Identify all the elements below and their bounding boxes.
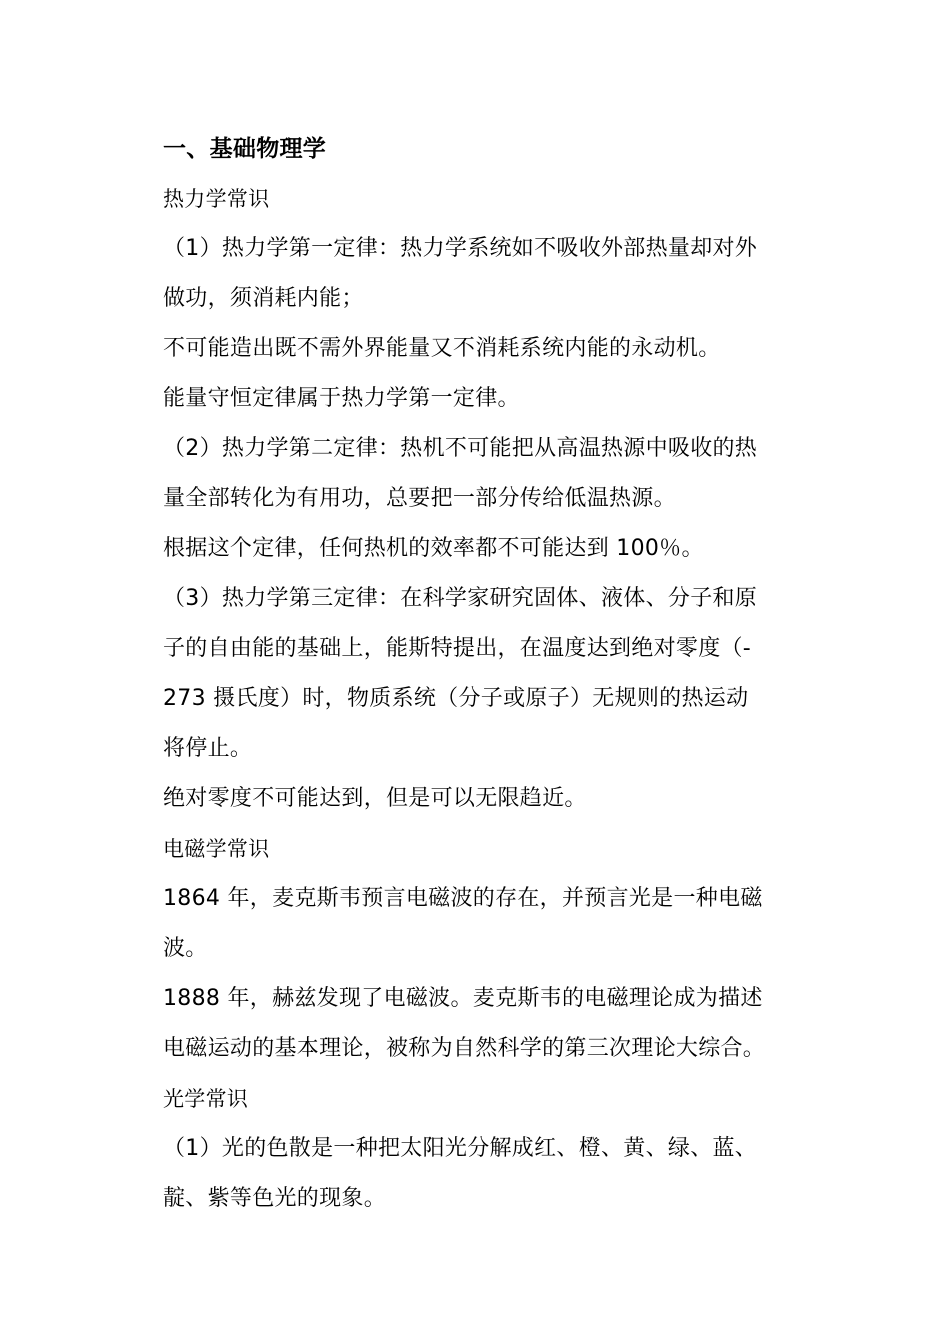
paragraph-line: 1864 年，麦克斯韦预言电磁波的存在，并预言光是一种电磁 [163, 886, 763, 911]
paragraph-line: 做功，须消耗内能； [163, 286, 364, 311]
paragraph-line: 1888 年，赫兹发现了电磁波。麦克斯韦的电磁理论成为描述 [163, 986, 763, 1011]
paragraph-line: 绝对零度不可能达到，但是可以无限趋近。 [163, 786, 587, 811]
paragraph-line: 量全部转化为有用功，总要把一部分传给低温热源。 [163, 486, 676, 511]
paragraph-line: 能量守恒定律属于热力学第一定律。 [163, 386, 520, 411]
paragraph-line: 子的自由能的基础上，能斯特提出，在温度达到绝对零度（- [163, 636, 752, 661]
section-heading-electromagnetism: 电磁学常识 [163, 837, 270, 861]
paragraph-line: 不可能造出既不需外界能量又不消耗系统内能的永动机。 [163, 336, 721, 361]
paragraph-line: 电磁运动的基本理论，被称为自然科学的第三次理论大综合。 [163, 1036, 766, 1061]
paragraph-line: （1）热力学第一定律：热力学系统如不吸收外部热量却对外 [163, 236, 758, 261]
paragraph-line: 波。 [163, 936, 208, 961]
page-title: 一、基础物理学 [163, 136, 327, 162]
paragraph-line: 273 摄氏度）时，物质系统（分子或原子）无规则的热运动 [163, 686, 749, 711]
paragraph-line: 靛、紫等色光的现象。 [163, 1186, 387, 1211]
document-page [163, 124, 793, 1224]
paragraph-line: （1）光的色散是一种把太阳光分解成红、橙、黄、绿、蓝、 [163, 1136, 758, 1161]
paragraph-line: 根据这个定律，任何热机的效率都不可能达到 100％。 [163, 536, 704, 561]
paragraph-line: 将停止。 [163, 736, 253, 761]
section-heading-thermodynamics: 热力学常识 [163, 187, 270, 211]
paragraph-line: （2）热力学第二定律：热机不可能把从高温热源中吸收的热 [163, 436, 758, 461]
section-heading-optics: 光学常识 [163, 1087, 249, 1111]
paragraph-line: （3）热力学第三定律：在科学家研究固体、液体、分子和原 [163, 586, 758, 611]
